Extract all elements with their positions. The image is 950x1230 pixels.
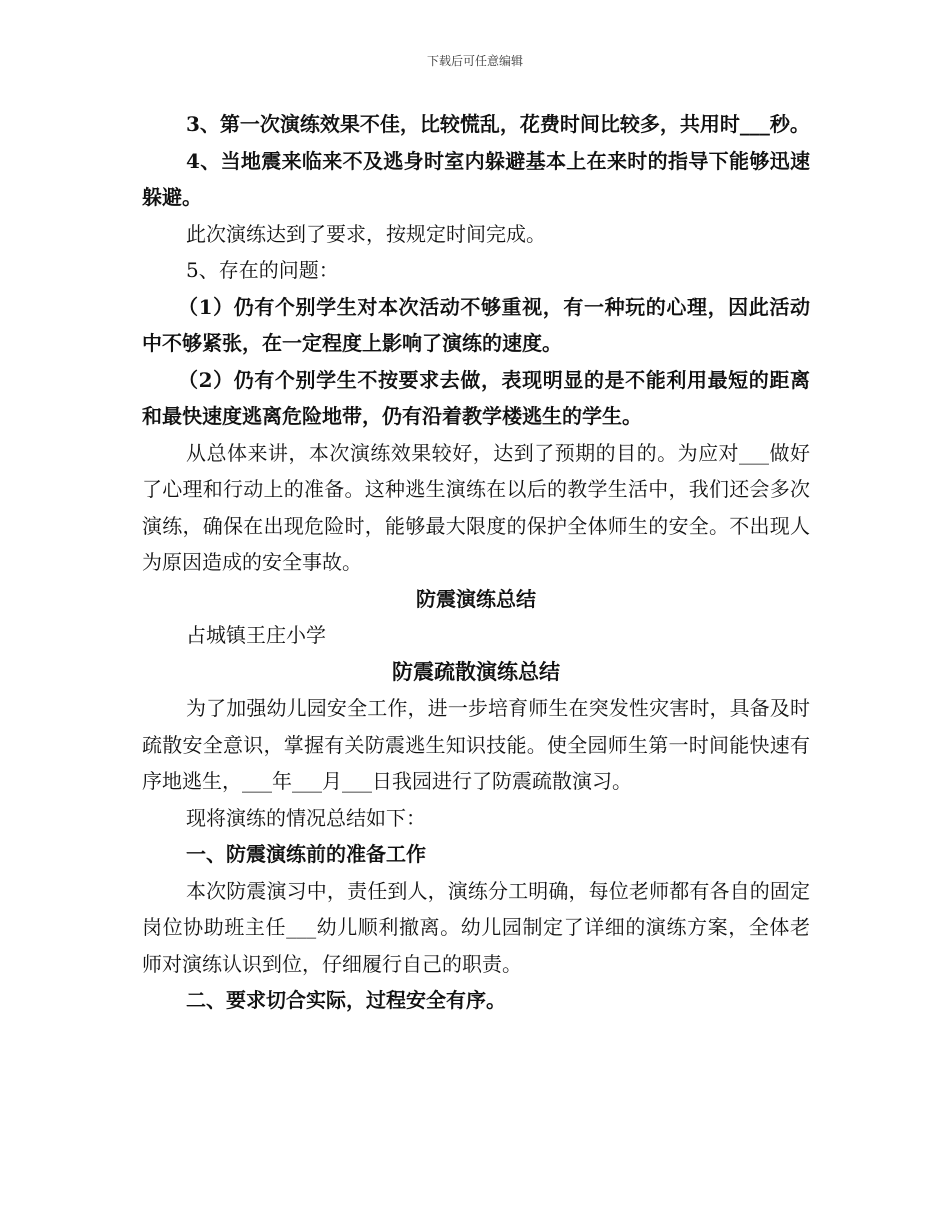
paragraph-intro: 为了加强幼儿园安全工作，进一步培育师生在突发性灾害时，具备及时疏散安全意识，掌握有关防震逃生知识技能。使全园师生第一时间能快速有序地逃生，___年___月___日我园进行了防震疏散演习。: [142, 696, 810, 793]
paragraph-item-5-heading: 5、存在的问题：: [186, 258, 339, 282]
paragraph-overall: 从总体来讲，本次演练效果较好，达到了预期的目的。为应对___做好了心理和行动上的准备。这种逃生演练在以后的教学生活中，我们还会多次演练，确保在出现危险时，能够最大限度的保护全体师生的安全。不出现人为原因造成的安全事故。: [142, 440, 810, 574]
paragraph-item-3: 3、第一次演练效果不佳，比较慌乱，花费时间比较多，共用时___秒。: [186, 112, 810, 136]
school-name: 占城镇王庄小学: [186, 623, 326, 647]
heading-preparation: 一、防震演练前的准备工作: [186, 842, 426, 866]
paragraph-problem-1: （1）仍有个别学生对本次活动不够重视，有一种玩的心理，因此活动中不够紧张，在一定程度上影响了演练的速度。: [142, 294, 810, 355]
paragraph-item-4: 4、当地震来临来不及逃身时室内躲避基本上在来时的指导下能够迅速躲避。: [142, 148, 810, 209]
heading-requirements: 二、要求切合实际，过程安全有序。: [186, 988, 506, 1012]
document-body: [142, 106, 810, 1019]
paragraph-summary-lead: 现将演练的情况总结如下：: [186, 805, 426, 830]
section-title-2: 防震疏散演练总结: [392, 658, 560, 684]
paragraph-preparation: 本次防震演习中，责任到人，演练分工明确，每位老师都有各自的固定岗位协助班主任___幼儿顺利撤离。幼儿园制定了详细的演练方案，全体老师对演练认识到位，仔细履行自己的职责。: [142, 878, 810, 976]
page-header: 下载后可任意编辑: [426, 54, 523, 68]
section-title-1: 防震演练总结: [416, 586, 536, 611]
paragraph-drill-met: 此次演练达到了要求，按规定时间完成。: [186, 221, 546, 246]
paragraph-problem-2: （2）仍有个别学生不按要求去做，表现明显的是不能利用最短的距离和最快速度逃离危险地带，仍有沿着教学楼逃生的学生。: [142, 367, 810, 428]
